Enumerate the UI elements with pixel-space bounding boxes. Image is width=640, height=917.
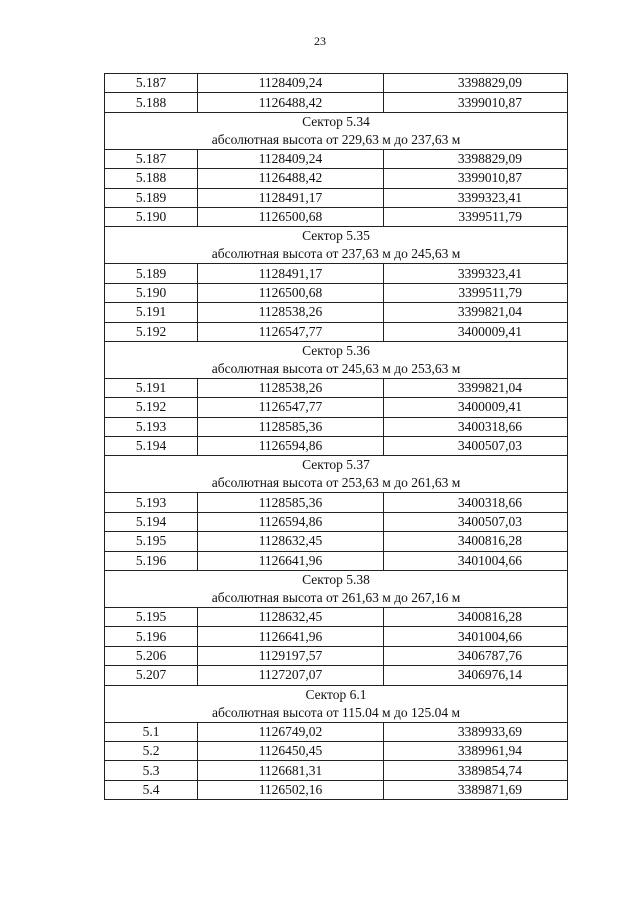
- sector-header-row: [105, 227, 568, 264]
- x-coordinate-cell: 1128409,24: [198, 149, 384, 168]
- table-row: [105, 303, 568, 322]
- coordinates-table-body: [105, 74, 568, 800]
- x-coordinate-cell: 1128538,26: [198, 303, 384, 322]
- point-number-cell: 5.187: [105, 149, 198, 168]
- y-coordinate-cell: 3401004,66: [384, 627, 568, 646]
- y-coordinate-cell: 3389871,69: [384, 780, 568, 799]
- point-number-cell: 5.195: [105, 608, 198, 627]
- sector-height-range: абсолютная высота от 237,63 м до 245,63 м: [211, 246, 461, 262]
- x-coordinate-cell: 1126547,77: [198, 322, 384, 341]
- x-coordinate-cell: 1128538,26: [198, 378, 384, 397]
- table-row: [105, 378, 568, 397]
- y-coordinate-cell: 3399323,41: [384, 188, 568, 207]
- x-coordinate-cell: 1129197,57: [198, 646, 384, 665]
- y-coordinate-cell: 3400009,41: [384, 398, 568, 417]
- sector-height-range: абсолютная высота от 229,63 м до 237,63 м: [211, 131, 461, 147]
- table-row: [105, 741, 568, 760]
- sector-header: [105, 227, 568, 264]
- y-coordinate-cell: 3389854,74: [384, 761, 568, 780]
- point-number-cell: 5.190: [105, 207, 198, 226]
- point-number-cell: 5.195: [105, 532, 198, 551]
- point-number-cell: 5.193: [105, 493, 198, 512]
- x-coordinate-cell: 1126500,68: [198, 283, 384, 302]
- sector-title: Сектор 5.35: [302, 228, 370, 244]
- y-coordinate-cell: 3401004,66: [384, 551, 568, 570]
- sector-header: [105, 112, 568, 149]
- x-coordinate-cell: 1126641,96: [198, 627, 384, 646]
- y-coordinate-cell: 3399010,87: [384, 93, 568, 112]
- x-coordinate-cell: 1126500,68: [198, 207, 384, 226]
- y-coordinate-cell: 3400816,28: [384, 532, 568, 551]
- point-number-cell: 5.3: [105, 761, 198, 780]
- point-number-cell: 5.4: [105, 780, 198, 799]
- x-coordinate-cell: 1128409,24: [198, 74, 384, 93]
- sector-height-range: абсолютная высота от 245,63 м до 253,63 м: [211, 360, 461, 376]
- sector-header: [105, 341, 568, 378]
- table-row: [105, 149, 568, 168]
- x-coordinate-cell: 1128585,36: [198, 417, 384, 436]
- point-number-cell: 5.1: [105, 722, 198, 741]
- x-coordinate-cell: 1128632,45: [198, 608, 384, 627]
- y-coordinate-cell: 3389961,94: [384, 741, 568, 760]
- y-coordinate-cell: 3399511,79: [384, 283, 568, 302]
- y-coordinate-cell: 3399323,41: [384, 264, 568, 283]
- table-row: [105, 722, 568, 741]
- sector-title: Сектор 5.37: [302, 457, 370, 473]
- x-coordinate-cell: 1128491,17: [198, 264, 384, 283]
- table-row: [105, 207, 568, 226]
- x-coordinate-cell: 1126749,02: [198, 722, 384, 741]
- point-number-cell: 5.190: [105, 283, 198, 302]
- x-coordinate-cell: 1128491,17: [198, 188, 384, 207]
- point-number-cell: 5.2: [105, 741, 198, 760]
- point-number-cell: 5.191: [105, 303, 198, 322]
- table-row: [105, 188, 568, 207]
- table-row: [105, 646, 568, 665]
- y-coordinate-cell: 3389933,69: [384, 722, 568, 741]
- point-number-cell: 5.192: [105, 398, 198, 417]
- table-row: [105, 322, 568, 341]
- y-coordinate-cell: 3399821,04: [384, 303, 568, 322]
- table-row: [105, 93, 568, 112]
- x-coordinate-cell: 1126594,86: [198, 512, 384, 531]
- x-coordinate-cell: 1128585,36: [198, 493, 384, 512]
- sector-height-range: абсолютная высота от 253,63 м до 261,63 м: [211, 475, 461, 491]
- y-coordinate-cell: 3398829,09: [384, 74, 568, 93]
- point-number-cell: 5.189: [105, 188, 198, 207]
- sector-header-row: [105, 112, 568, 149]
- y-coordinate-cell: 3400009,41: [384, 322, 568, 341]
- page-number: 23: [314, 34, 326, 48]
- y-coordinate-cell: 3398829,09: [384, 149, 568, 168]
- point-number-cell: 5.194: [105, 437, 198, 456]
- y-coordinate-cell: 3400318,66: [384, 417, 568, 436]
- point-number-cell: 5.207: [105, 666, 198, 685]
- sector-header-row: [105, 685, 568, 722]
- y-coordinate-cell: 3400507,03: [384, 437, 568, 456]
- sector-header: [105, 456, 568, 493]
- point-number-cell: 5.188: [105, 93, 198, 112]
- sector-title: Сектор 5.34: [302, 113, 370, 129]
- table-row: [105, 512, 568, 531]
- x-coordinate-cell: 1126450,45: [198, 741, 384, 760]
- table-row: [105, 169, 568, 188]
- table-row: [105, 780, 568, 799]
- x-coordinate-cell: 1127207,07: [198, 666, 384, 685]
- x-coordinate-cell: 1126488,42: [198, 93, 384, 112]
- table-row: [105, 761, 568, 780]
- y-coordinate-cell: 3400816,28: [384, 608, 568, 627]
- x-coordinate-cell: 1128632,45: [198, 532, 384, 551]
- point-number-cell: 5.196: [105, 627, 198, 646]
- point-number-cell: 5.191: [105, 378, 198, 397]
- sector-height-range: абсолютная высота от 115.04 м до 125.04 м: [211, 704, 460, 720]
- table-row: [105, 74, 568, 93]
- y-coordinate-cell: 3400318,66: [384, 493, 568, 512]
- table-row: [105, 493, 568, 512]
- table-row: [105, 417, 568, 436]
- x-coordinate-cell: 1126502,16: [198, 780, 384, 799]
- table-row: [105, 532, 568, 551]
- table-row: [105, 437, 568, 456]
- table-row: [105, 627, 568, 646]
- point-number-cell: 5.192: [105, 322, 198, 341]
- x-coordinate-cell: 1126641,96: [198, 551, 384, 570]
- sector-title: Сектор 5.36: [302, 342, 370, 358]
- y-coordinate-cell: 3399511,79: [384, 207, 568, 226]
- sector-header-row: [105, 341, 568, 378]
- table-row: [105, 608, 568, 627]
- point-number-cell: 5.187: [105, 74, 198, 93]
- y-coordinate-cell: 3406976,14: [384, 666, 568, 685]
- sector-title: Сектор 6.1: [305, 686, 367, 702]
- x-coordinate-cell: 1126488,42: [198, 169, 384, 188]
- point-number-cell: 5.193: [105, 417, 198, 436]
- table-row: [105, 551, 568, 570]
- y-coordinate-cell: 3399821,04: [384, 378, 568, 397]
- table-row: [105, 666, 568, 685]
- sector-header-row: [105, 456, 568, 493]
- table-row: [105, 283, 568, 302]
- point-number-cell: 5.196: [105, 551, 198, 570]
- sector-header: [105, 685, 568, 722]
- sector-title: Сектор 5.38: [302, 572, 370, 588]
- point-number-cell: 5.206: [105, 646, 198, 665]
- coordinates-table: [104, 73, 568, 800]
- point-number-cell: 5.189: [105, 264, 198, 283]
- x-coordinate-cell: 1126594,86: [198, 437, 384, 456]
- point-number-cell: 5.194: [105, 512, 198, 531]
- y-coordinate-cell: 3406787,76: [384, 646, 568, 665]
- sector-height-range: абсолютная высота от 261,63 м до 267,16 м: [211, 590, 461, 606]
- x-coordinate-cell: 1126681,31: [198, 761, 384, 780]
- table-row: [105, 398, 568, 417]
- y-coordinate-cell: 3399010,87: [384, 169, 568, 188]
- sector-header: [105, 571, 568, 608]
- table-row: [105, 264, 568, 283]
- x-coordinate-cell: 1126547,77: [198, 398, 384, 417]
- y-coordinate-cell: 3400507,03: [384, 512, 568, 531]
- point-number-cell: 5.188: [105, 169, 198, 188]
- sector-header-row: [105, 571, 568, 608]
